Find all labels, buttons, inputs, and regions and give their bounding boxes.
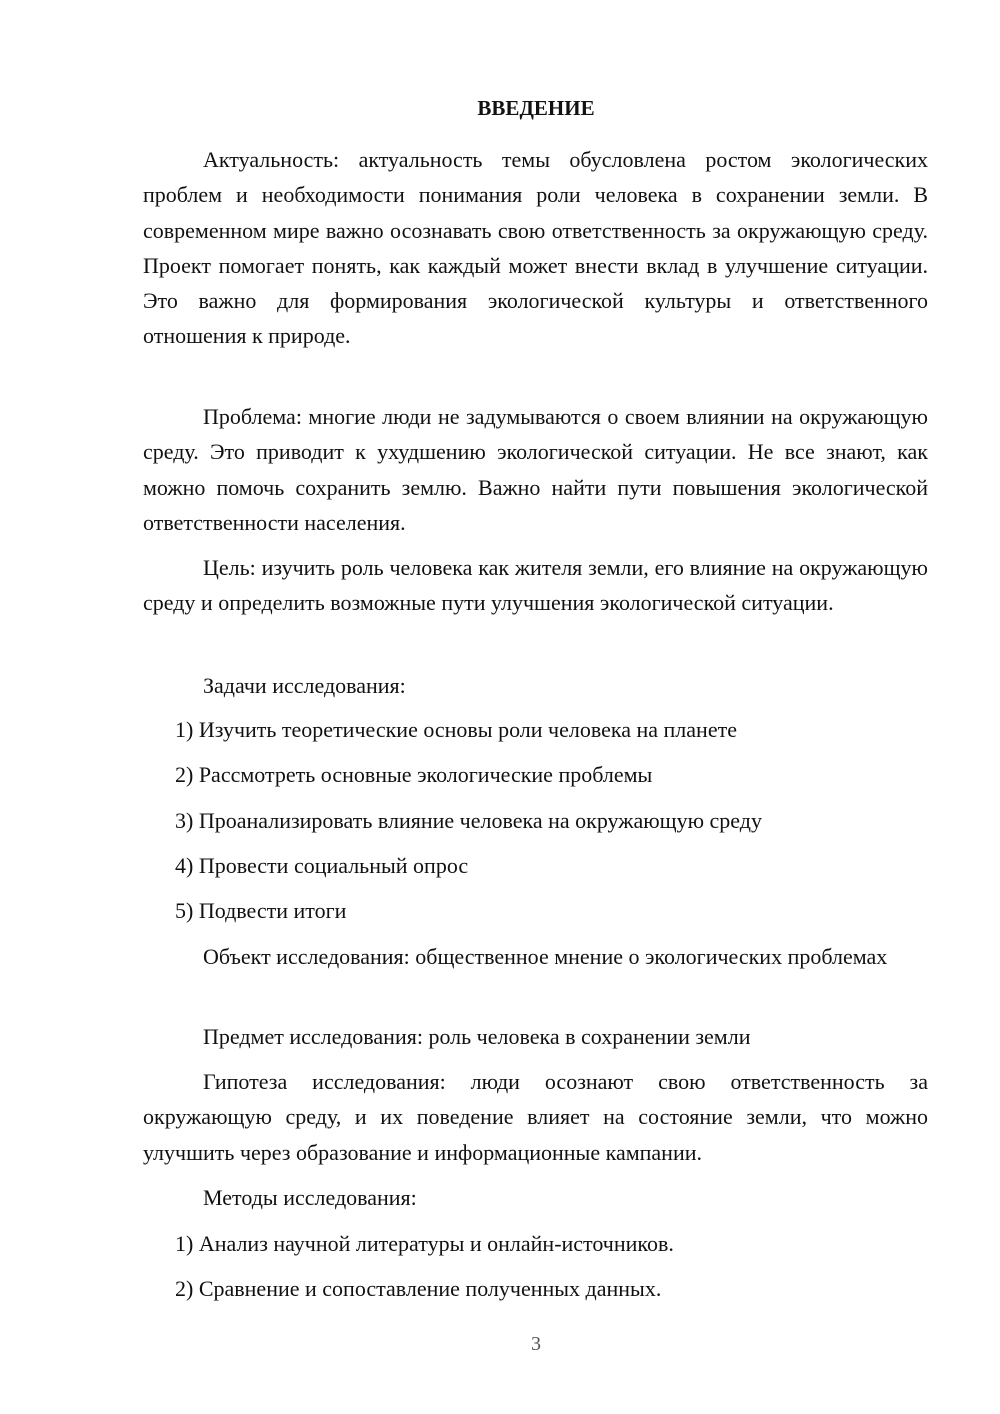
relevance-paragraph: Актуальность: актуальность темы обусловлена ростом экологических проблем и необходимости понимания роли человека в сохранении земли. В современном мире важно осознавать свою ответственность за окружающую среду. Проект помогает понять, как каждый может внести вклад в улучшение ситуации. Это важно для формирования экологической культуры и ответственного отношения к природе. <box>143 147 928 349</box>
task-item: 2) Рассмотреть основные экологические проблемы <box>175 762 653 787</box>
goal-paragraph: Цель: изучить роль человека как жителя земли, его влияние на окружающую среду и определить возможные пути улучшения экологической ситуации. <box>143 555 928 616</box>
page-number: 3 <box>531 1333 541 1355</box>
methods-heading: Методы исследования: <box>203 1185 417 1210</box>
method-item: 1) Анализ научной литературы и онлайн-источников. <box>175 1231 674 1256</box>
subject-paragraph: Предмет исследования: роль человека в сохранении земли <box>203 1024 751 1049</box>
task-item: 3) Проанализировать влияние человека на окружающую среду <box>175 808 762 833</box>
tasks-heading: Задачи исследования: <box>203 673 406 698</box>
hypothesis-paragraph: Гипотеза исследования: люди осознают свою ответственность за окружающую среду, и их поведение влияет на состояние земли, что можно улучшить через образование и информационные кампании. <box>143 1069 928 1165</box>
task-item: 1) Изучить теоретические основы роли человека на планете <box>175 717 737 742</box>
section-title: ВВЕДЕНИЕ <box>477 96 595 120</box>
object-paragraph: Объект исследования: общественное мнение о экологических проблемах <box>203 944 888 969</box>
task-item: 5) Подвести итоги <box>175 898 347 923</box>
method-item: 2) Сравнение и сопоставление полученных данных. <box>175 1276 662 1301</box>
problem-paragraph: Проблема: многие люди не задумываются о своем влиянии на окружающую среду. Это приводит к ухудшению экологической ситуации. Не все знают, как можно помочь сохранить землю. Важно найти пути повышения экологической ответственности населения. <box>143 404 928 535</box>
task-item: 4) Провести социальный опрос <box>175 853 469 878</box>
